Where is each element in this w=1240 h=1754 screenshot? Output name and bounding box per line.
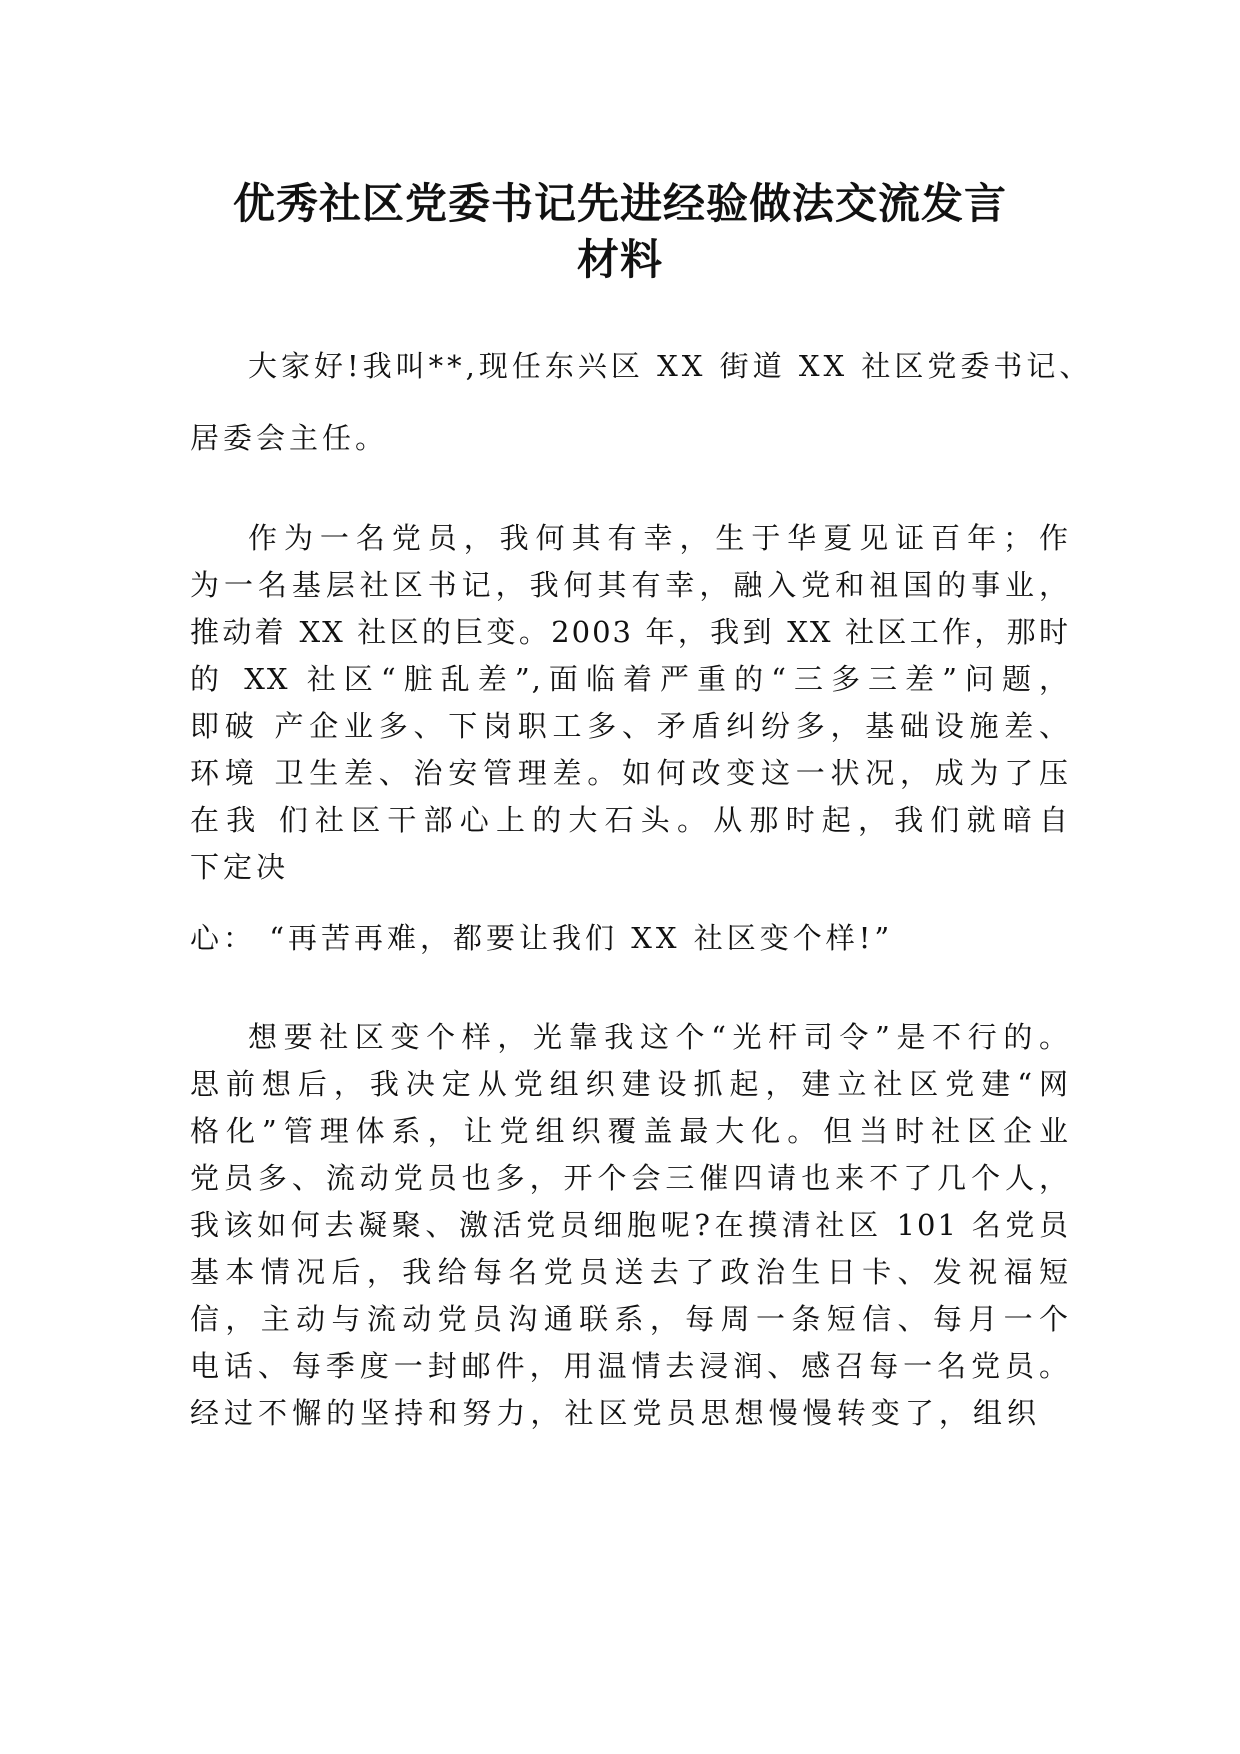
paragraph-4-line-2: 思前想后，我决定从党组织建设抓起，建立社区党建“网 [190, 1067, 1070, 1101]
paragraph-1-line-1: 大家好!我叫**,现任东兴区 XX 街道 XX 社区党委书记、 [248, 349, 1093, 383]
document-title-line-1: 优秀社区党委书记先进经验做法交流发言 [232, 179, 1007, 228]
paragraph-2-line-6: 环境 卫生差、治安管理差。如何改变这一状况，成为了压 [190, 756, 1070, 790]
paragraph-1-line-2: 居委会主任。 [190, 421, 389, 455]
paragraph-4-line-4: 党员多、流动党员也多，开个会三催四请也来不了几个人， [190, 1161, 1070, 1195]
paragraph-4-line-9: 经过不懈的坚持和努力，社区党员思想慢慢转变了，组织 [190, 1396, 1038, 1430]
paragraph-4-line-1: 想要社区变个样，光靠我这个“光杆司令”是不行的。 [248, 1020, 1070, 1054]
paragraph-2-line-4: 的 XX 社区“脏乱差”,面临着严重的“三多三差”问题， [190, 662, 1070, 696]
paragraph-4-line-8: 电话、每季度一封邮件，用温情去浸润、感召每一名党员。 [190, 1349, 1070, 1383]
paragraph-2-line-8: 下定决 [190, 850, 290, 884]
paragraph-4-line-5: 我该如何去凝聚、激活党员细胞呢?在摸清社区 101 名党员 [190, 1208, 1070, 1242]
paragraph-4-line-7: 信，主动与流动党员沟通联系，每周一条短信、每月一个 [190, 1302, 1070, 1336]
paragraph-4-line-6: 基本情况后，我给每名党员送去了政治生日卡、发祝福短 [190, 1255, 1070, 1289]
paragraph-2-line-7: 在我 们社区干部心上的大石头。从那时起，我们就暗自 [190, 803, 1070, 837]
paragraph-2-line-1: 作为一名党员，我何其有幸，生于华夏见证百年；作 [248, 521, 1070, 555]
paragraph-4-line-3: 格化”管理体系，让党组织覆盖最大化。但当时社区企业 [190, 1114, 1070, 1148]
paragraph-2-line-3: 推动着 XX 社区的巨变。2003 年，我到 XX 社区工作，那时 [190, 615, 1070, 649]
document-title-line-2: 材料 [576, 235, 663, 284]
paragraph-3-line-1: 心： “再苦再难，都要让我们 XX 社区变个样!” [190, 921, 894, 955]
paragraph-2-line-2: 为一名基层社区书记，我何其有幸，融入党和祖国的事业， [190, 568, 1070, 602]
paragraph-2-line-5: 即破 产企业多、下岗职工多、矛盾纠纷多，基础设施差、 [190, 709, 1070, 743]
